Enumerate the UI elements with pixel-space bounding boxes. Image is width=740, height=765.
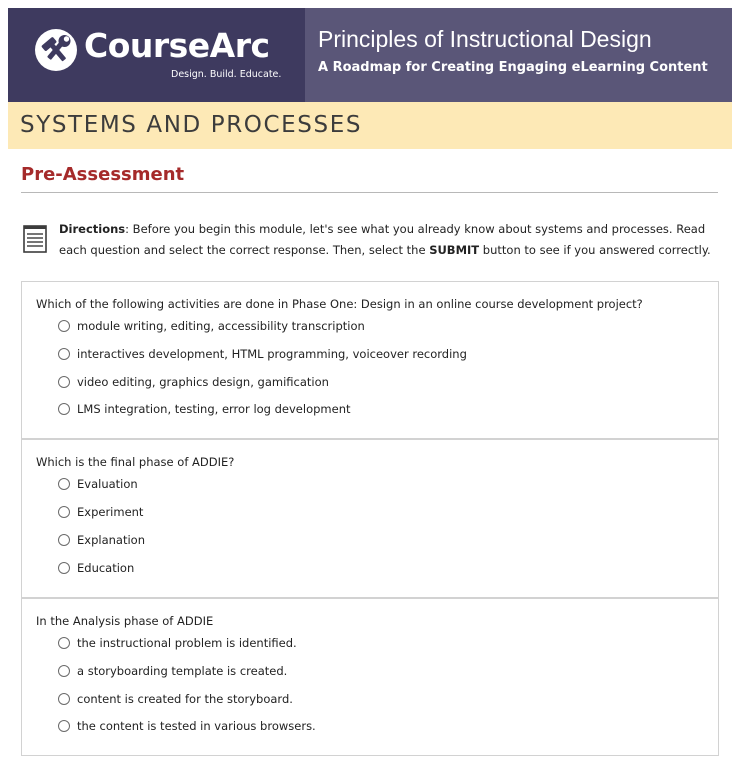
answer-label: content is created for the storyboard. <box>77 692 293 706</box>
answer-label: a storyboarding template is created. <box>77 664 288 678</box>
question-card-3 <box>21 598 719 756</box>
radio-button[interactable] <box>58 506 70 518</box>
directions-body-2: button to see if you answered correctly. <box>479 243 711 257</box>
answer-option[interactable] <box>58 636 297 650</box>
radio-button[interactable] <box>58 348 70 360</box>
radio-button[interactable] <box>58 534 70 546</box>
directions-body-1: : Before you begin this module, let's see what you already know about systems and processes. Read each question and select the correct response. Then, select the <box>59 222 706 257</box>
question-card-2 <box>21 439 719 598</box>
answer-label: the content is tested in various browsers. <box>77 719 316 733</box>
course-subtitle: A Roadmap for Creating Engaging eLearning Content <box>318 60 708 75</box>
question-card-1 <box>21 281 719 439</box>
radio-button[interactable] <box>58 403 70 415</box>
course-title-panel <box>305 8 732 102</box>
course-header <box>8 8 732 102</box>
answer-label: Explanation <box>77 533 145 547</box>
answer-option[interactable] <box>58 402 351 416</box>
question-prompt: In the Analysis phase of ADDIE <box>36 614 214 628</box>
answer-label: video editing, graphics design, gamification <box>77 375 329 389</box>
answer-option[interactable] <box>58 375 329 389</box>
logo-panel <box>8 8 305 102</box>
answer-option[interactable] <box>58 347 467 361</box>
course-title: Principles of Instructional Design <box>318 26 652 52</box>
brand-tagline: Design. Build. Educate. <box>171 69 282 80</box>
answer-option[interactable] <box>58 719 316 733</box>
radio-button[interactable] <box>58 720 70 732</box>
answer-label: Evaluation <box>77 477 138 491</box>
directions-label: Directions <box>59 222 126 236</box>
answer-label: the instructional problem is identified. <box>77 636 297 650</box>
section-band <box>8 102 732 149</box>
answer-option[interactable] <box>58 505 143 519</box>
wrench-hammer-badge-icon <box>34 28 78 72</box>
radio-button[interactable] <box>58 478 70 490</box>
radio-button[interactable] <box>58 376 70 388</box>
submit-word: SUBMIT <box>429 243 480 257</box>
answer-option[interactable] <box>58 664 287 678</box>
answer-option[interactable] <box>58 319 365 333</box>
radio-button[interactable] <box>58 320 70 332</box>
section-title: SYSTEMS AND PROCESSES <box>20 112 363 138</box>
answer-label: Experiment <box>77 505 144 519</box>
directions-text <box>59 219 723 261</box>
question-prompt: Which is the final phase of ADDIE? <box>36 455 235 469</box>
answer-label: interactives development, HTML programming, voiceover recording <box>77 347 467 361</box>
radio-button[interactable] <box>58 562 70 574</box>
radio-button[interactable] <box>58 665 70 677</box>
radio-button[interactable] <box>58 693 70 705</box>
question-prompt: Which of the following activities are done in Phase One: Design in an online course development project? <box>36 297 643 311</box>
heading-divider <box>21 192 718 193</box>
answer-option[interactable] <box>58 477 138 491</box>
document-list-icon <box>23 225 47 253</box>
page-title: Pre-Assessment <box>21 164 185 185</box>
answer-label: Education <box>77 561 135 575</box>
answer-label: module writing, editing, accessibility transcription <box>77 319 365 333</box>
answer-option[interactable] <box>58 561 134 575</box>
answer-option[interactable] <box>58 692 293 706</box>
radio-button[interactable] <box>58 637 70 649</box>
brand-name: CourseArc <box>84 26 270 65</box>
answer-label: LMS integration, testing, error log development <box>77 402 351 416</box>
answer-option[interactable] <box>58 533 145 547</box>
